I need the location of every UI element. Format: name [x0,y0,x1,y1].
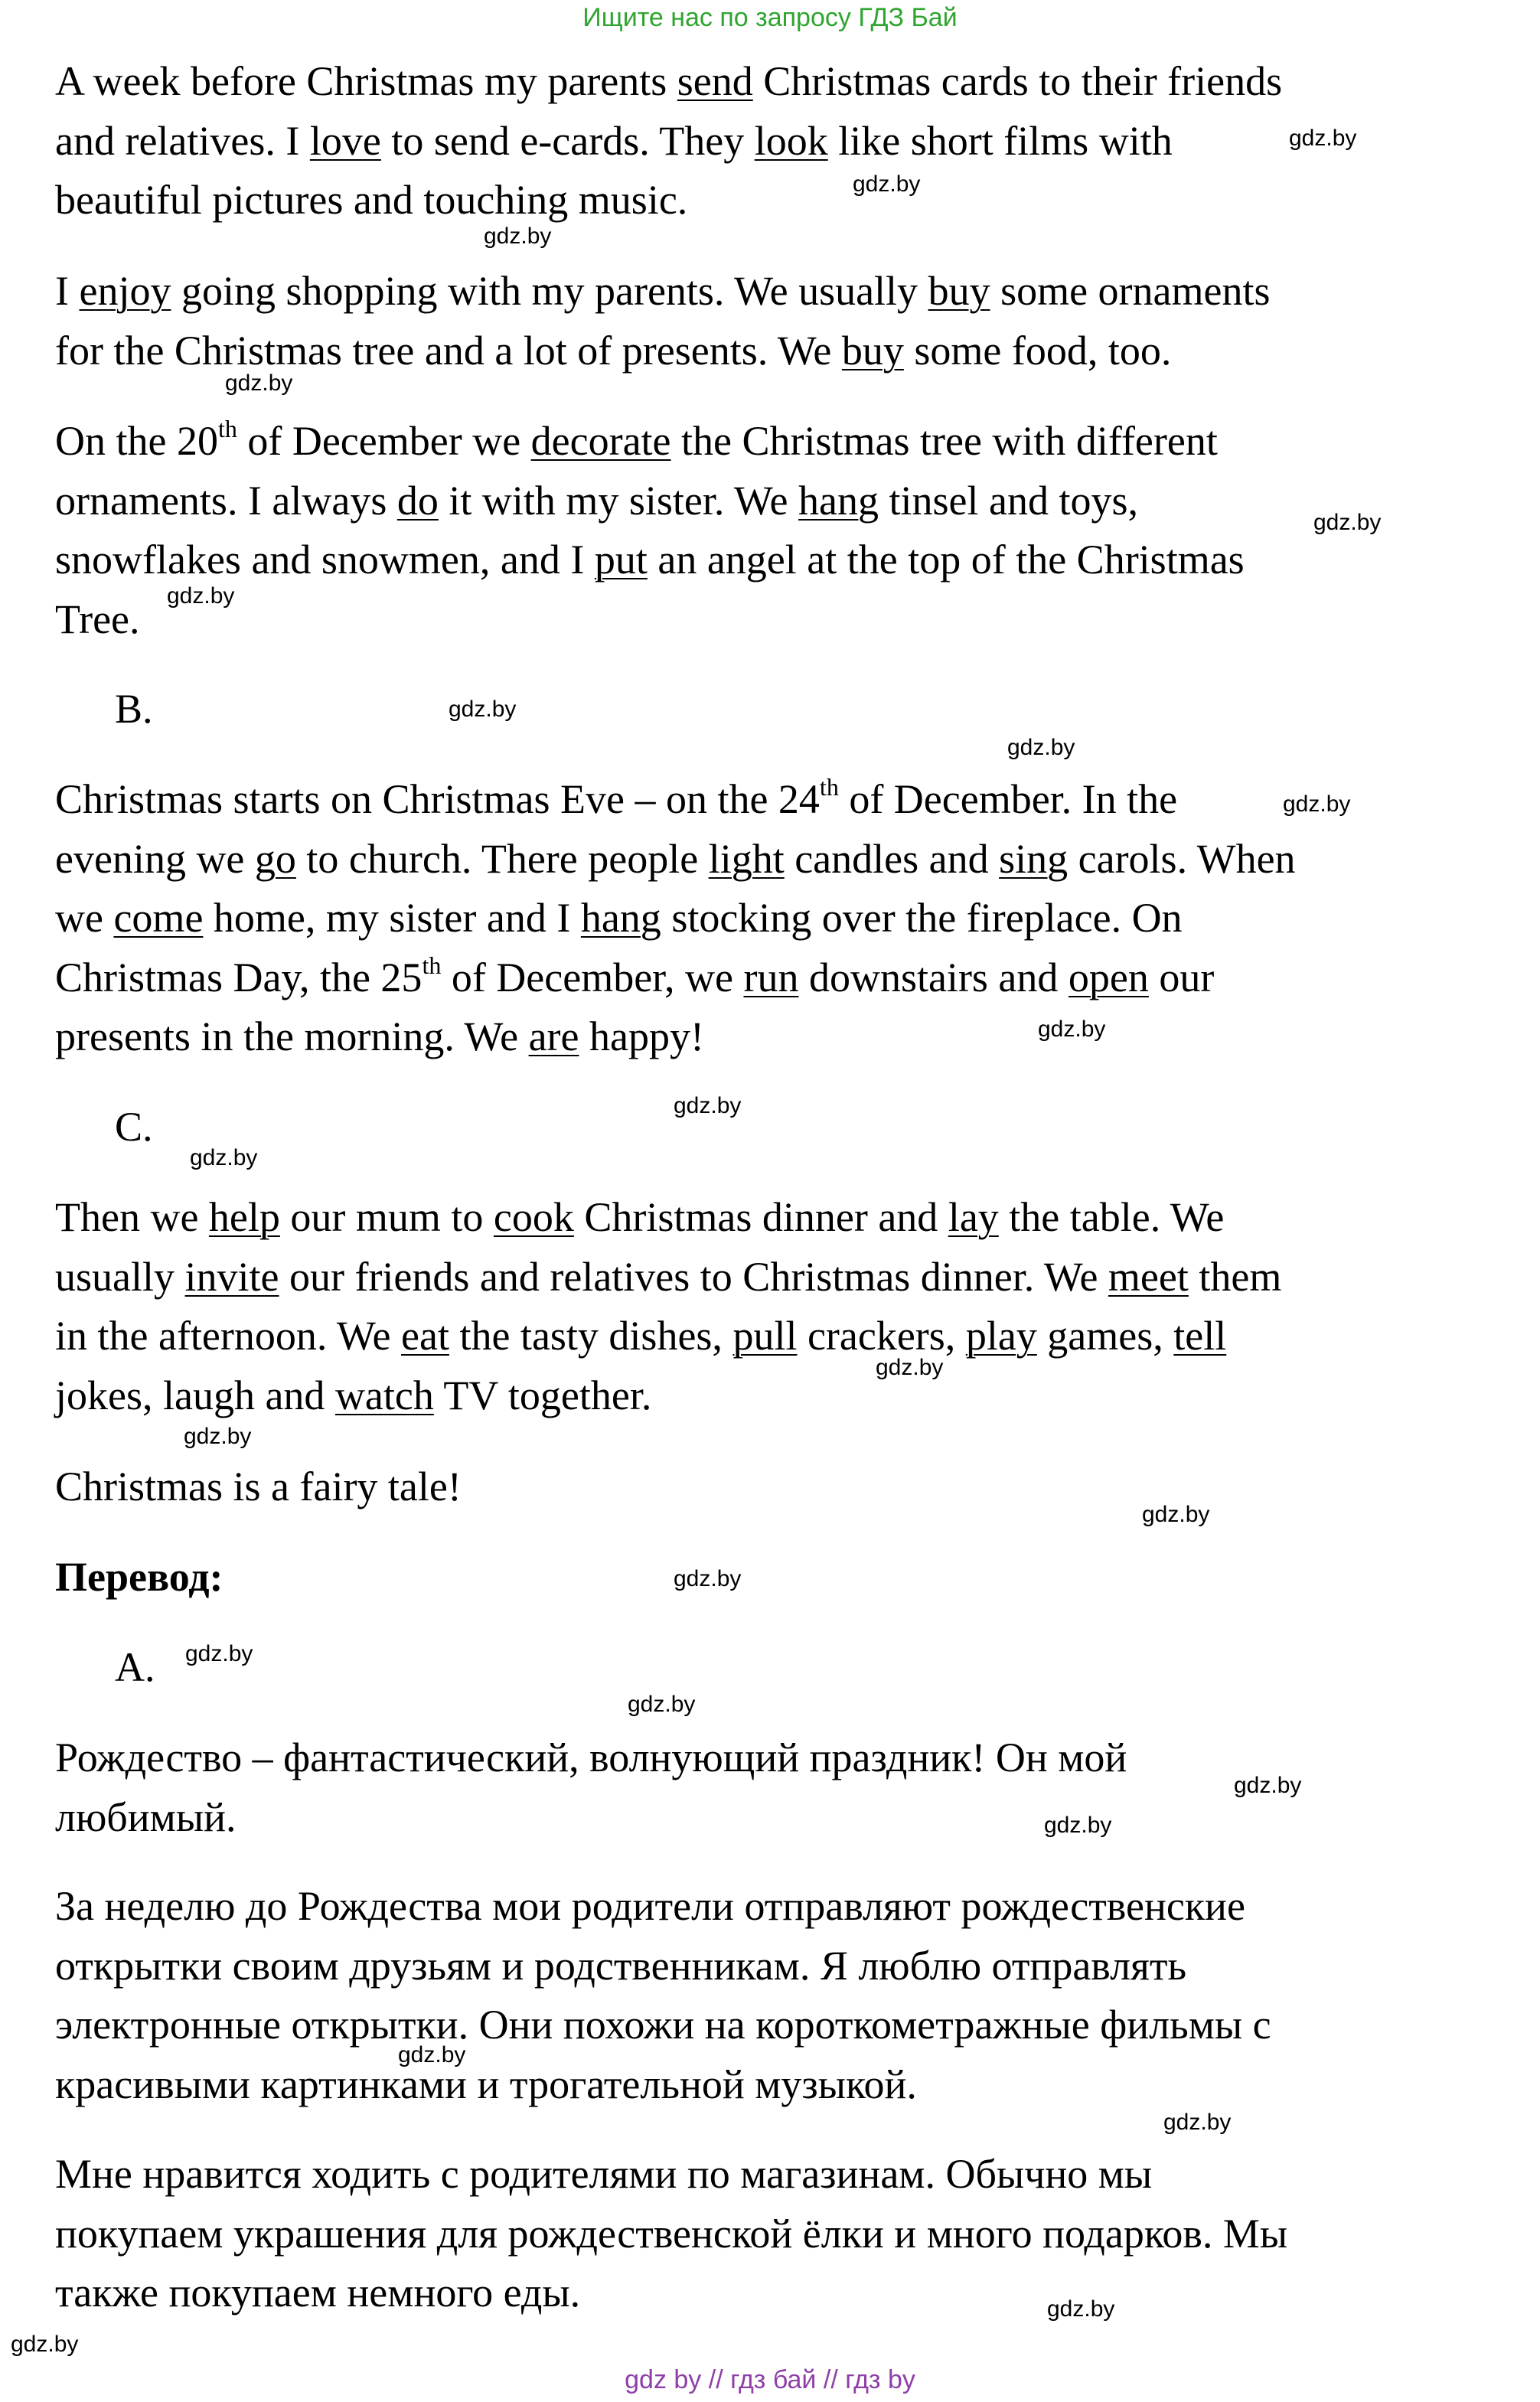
underlined-verb: are [528,1013,579,1059]
watermark: gdz.by [1283,791,1351,817]
text-run: the table. We [998,1194,1225,1240]
text-line: любимый. [55,1793,237,1840]
text-line: покупаем украшения для рождественской ёлки и много подарков. Мы [55,2210,1288,2257]
watermark: gdz.by [876,1355,944,1380]
underlined-verb: buy [841,327,904,374]
underlined-verb: sing [999,835,1069,882]
text-line [55,412,1418,472]
underlined-verb: light [708,835,785,882]
paragraph-christmas-eve [55,770,1418,1067]
text-run: for the Christmas tree and a lot of presents. We [55,327,842,374]
watermark: gdz.by [167,583,235,609]
text-line [55,1188,1418,1248]
text-run: and relatives. I [55,117,310,164]
watermark: gdz.by [398,2042,466,2067]
text-run: to send e-cards. They [380,117,755,164]
text-run: stocking over the fireplace. On [661,895,1183,941]
text-line [55,830,1418,889]
text-run: it with my sister. We [438,477,799,524]
underlined-verb: hang [580,895,661,941]
text-run: our [1148,954,1215,1000]
text-line: открытки своим друзьям и родственникам. Я люблю отправлять [55,1942,1187,1989]
text-line: Рождество – фантастический, волнующий праздник! Он мой [55,1735,1127,1780]
text-run: crackers, [797,1313,966,1359]
text-run: carols. When [1068,835,1296,882]
text-line: За неделю до Рождества мои родители отправляют рождественские [55,1883,1245,1929]
underlined-verb: cook [493,1194,574,1240]
text-run: ornaments. I always [55,477,397,524]
text-line: электронные открытки. Они похожи на короткометражные фильмы с [55,2002,1271,2048]
underlined-verb: run [743,954,799,1000]
watermark: gdz.by [185,1641,253,1666]
text-line [55,171,1418,230]
text-run: we [55,895,114,941]
text-run: snowflakes and snowmen, and I [55,537,595,583]
watermark: gdz.by [1142,1502,1210,1527]
ordinal-suffix: th [422,951,442,979]
text-line [55,1307,1418,1366]
text-line: красивыми картинками и трогательной музыкой. [55,2061,917,2107]
watermark: gdz.by [1289,126,1357,151]
translation-paragraph-2 [55,1877,1418,2114]
footer-links[interactable]: gdz by // гдз бай // гдз by [625,2365,915,2394]
text-line [55,1248,1418,1307]
watermark: gdz.by [674,1566,742,1591]
text-run: evening we [55,835,255,882]
text-line [55,1007,1418,1067]
underlined-verb: go [254,835,296,882]
paragraph-shopping [55,262,1418,380]
translation-paragraph-3 [55,2145,1418,2323]
translation-heading: Перевод: [55,1554,223,1600]
paragraph-dinner [55,1188,1418,1425]
text-run: Then we [55,1194,209,1240]
watermark: gdz.by [449,697,517,722]
text-run: in the afternoon. We [55,1313,402,1359]
underlined-verb: decorate [530,418,671,464]
text-line [55,52,1418,112]
watermark: gdz.by [1044,1813,1112,1838]
text-run: going shopping with my parents. We usually [171,268,928,314]
underlined-verb: eat [401,1313,449,1359]
text-line [55,889,1418,948]
watermark: gdz.by [674,1093,742,1118]
underlined-verb: love [309,117,381,164]
ordinal-suffix: th [819,773,839,801]
watermark: gdz.by [11,2332,79,2357]
underlined-verb: send [677,58,753,104]
text-run: TV together. [433,1372,652,1418]
text-run: downstairs and [798,954,1069,1000]
text-run: of December, we [441,954,744,1000]
underlined-verb: put [594,537,648,583]
underlined-verb: tell [1173,1313,1227,1359]
text-run: happy! [579,1013,704,1059]
text-line [55,112,1418,171]
text-line [55,530,1418,590]
text-run: the Christmas tree with different [670,418,1218,464]
site-banner[interactable]: Ищите нас по запросу ГДЗ Бай [582,3,958,32]
text-line [55,948,1418,1008]
text-run: Tree. [55,596,140,642]
text-line [55,472,1418,531]
underlined-verb: help [208,1194,280,1240]
section-label-c: C. [115,1104,153,1150]
text-line [55,590,1418,650]
underlined-verb: invite [184,1253,279,1300]
text-run: them [1188,1253,1282,1300]
watermark: gdz.by [1313,510,1382,535]
paragraph-fairy-tale [55,1457,1418,1517]
text-run: beautiful pictures and touching music. [55,177,688,223]
text-run: like short films with [827,117,1173,164]
watermark: gdz.by [190,1145,258,1170]
underlined-verb: meet [1108,1253,1189,1300]
underlined-verb: open [1068,954,1149,1000]
underlined-verb: lay [948,1194,999,1240]
text-line: Мне нравится ходить с родителями по магазинам. Обычно мы [55,2151,1153,2197]
paragraph-decorating [55,412,1418,649]
text-line [55,262,1418,321]
text-run: Christmas dinner and [573,1194,948,1240]
text-run: of December. In the [838,776,1178,822]
text-run: some ornaments [990,268,1271,314]
text-line: также покупаем немного еды. [55,2270,581,2316]
watermark: gdz.by [1038,1017,1106,1042]
text-run: home, my sister and I [203,895,581,941]
translation-paragraph-1 [55,1728,1418,1847]
text-run: presents in the morning. We [55,1013,529,1059]
text-run: Christmas cards to their friends [752,58,1283,104]
text-run: tinsel and toys, [879,477,1138,524]
text-run: I [55,268,80,314]
section-label-a: А. [115,1644,155,1690]
underlined-verb: watch [334,1372,434,1418]
underlined-verb: look [754,117,828,164]
text-run: the tasty dishes, [449,1313,733,1359]
text-run: Christmas Day, the 25 [55,954,423,1000]
watermark: gdz.by [1047,2296,1115,2322]
watermark: gdz.by [628,1692,696,1717]
underlined-verb: play [965,1313,1037,1359]
text-run: our friends and relatives to Christmas dinner. We [279,1253,1108,1300]
text-run: an angel at the top of the Christmas [647,537,1245,583]
text-line [55,1366,1418,1426]
watermark: gdz.by [1007,735,1075,760]
watermark: gdz.by [1163,2110,1232,2135]
ordinal-suffix: th [217,415,237,442]
paragraph-ecards [55,52,1418,230]
watermark: gdz.by [184,1424,252,1449]
watermark: gdz.by [225,370,293,396]
text-run: On the 20 [55,418,218,464]
text-run: jokes, laugh and [55,1372,335,1418]
text-run: games, [1036,1313,1174,1359]
text-run: to church. There people [295,835,709,882]
text-run: our mum to [279,1194,494,1240]
watermark: gdz.by [1234,1773,1302,1798]
underlined-verb: come [113,895,204,941]
underlined-verb: enjoy [79,268,171,314]
watermark: gdz.by [853,171,921,197]
underlined-verb: pull [732,1313,798,1359]
text-run: some food, too. [903,327,1172,374]
section-label-b: B. [115,686,153,732]
watermark: gdz.by [484,224,552,249]
text-run: candles and [784,835,1000,882]
underlined-verb: buy [928,268,990,314]
text-run: Christmas starts on Christmas Eve – on the 24 [55,776,820,822]
text-run: A week before Christmas my parents [55,58,677,104]
text-line: Christmas is a fairy tale! [55,1464,462,1509]
underlined-verb: do [396,477,439,524]
text-run: of December we [237,418,531,464]
text-run: usually [55,1253,185,1300]
text-line [55,770,1418,830]
underlined-verb: hang [798,477,879,524]
